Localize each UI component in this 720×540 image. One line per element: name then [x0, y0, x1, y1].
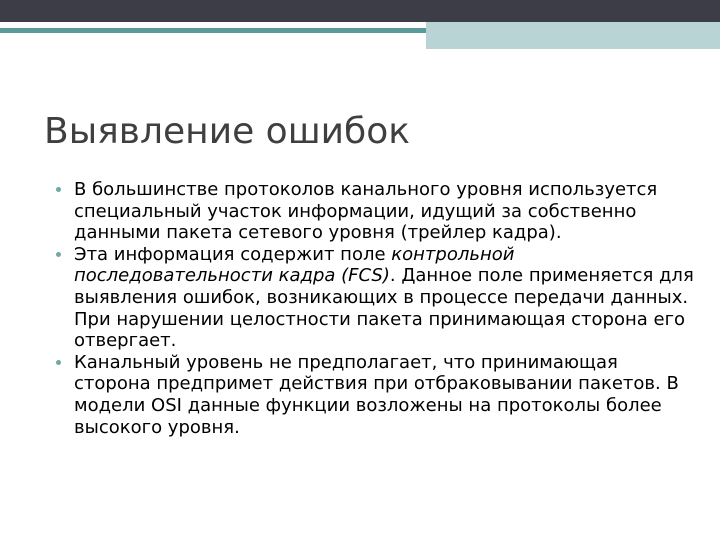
header-accent-block	[426, 22, 720, 49]
bullet-text	[74, 244, 694, 351]
bullet-item	[56, 179, 696, 244]
bullet-item	[56, 352, 696, 438]
header-bar-dark	[0, 0, 720, 22]
bullet-text	[74, 179, 657, 243]
bullet-dot-icon	[56, 252, 61, 257]
bullet-text-part: . Данное поле применяется для выявления ошибок, возникающих в процессе передачи данных. При нарушении целостности пакета принимающая сторона его отвергает.	[74, 265, 694, 352]
bullet-dot-icon	[56, 360, 61, 365]
bullet-list	[56, 179, 696, 438]
bullet-item	[56, 244, 696, 352]
bullet-text-part: Канальный уровень не предполагает, что принимающая сторона предпримет действия при отбраковывании пакетов. В модели OSI данные функции возложены на протоколы более высокого уровня.	[74, 351, 679, 438]
bullet-dot-icon	[56, 187, 61, 192]
bullet-text-italic: контрольной последовательности кадра (FCS)	[74, 243, 515, 287]
slide-title: Выявление ошибок	[44, 111, 411, 152]
bullet-text	[74, 352, 679, 438]
header-accent-line	[0, 28, 426, 33]
bullet-text-part: В большинстве протоколов канального уровня используется специальный участок информации, идущий за собственно данными пакета сетевого уровня (трейлер кадра).	[74, 179, 658, 244]
bullet-text-part: Эта информация содержит поле	[74, 243, 392, 265]
